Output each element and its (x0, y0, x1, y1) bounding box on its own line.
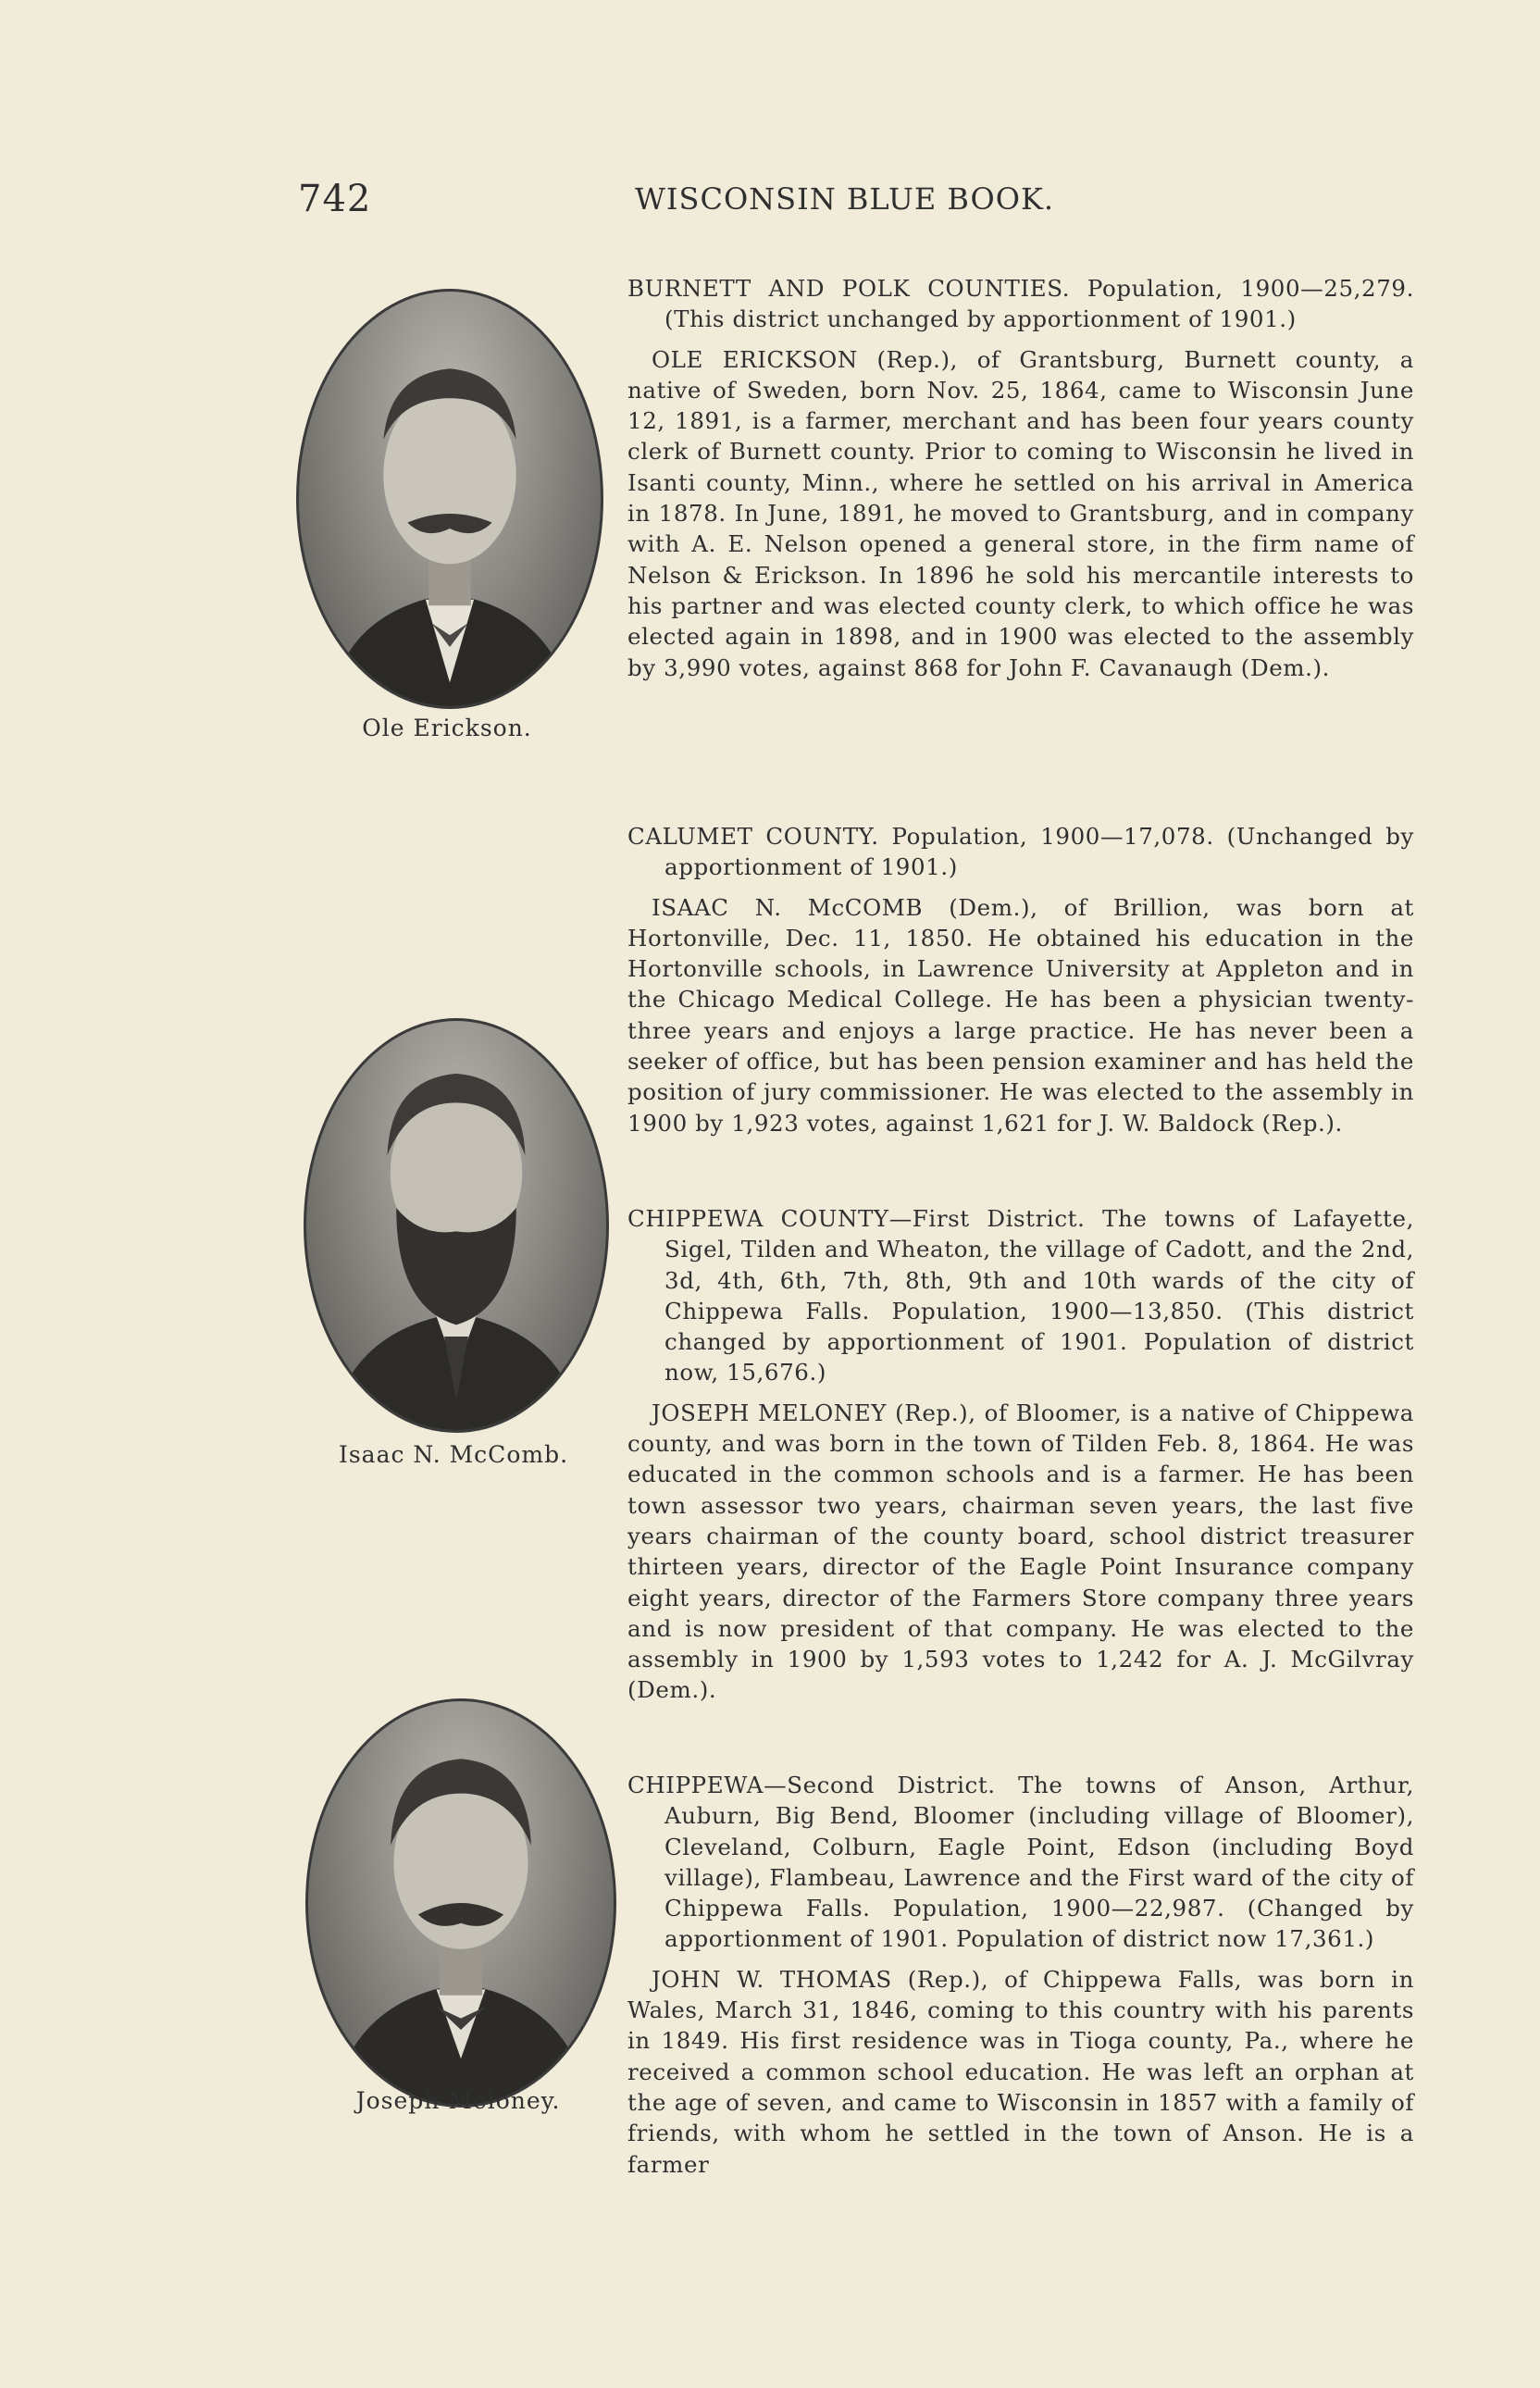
portrait-caption: Ole Erickson. (362, 715, 532, 741)
district-heading: CHIPPEWA—Second District. The towns of Anson, Arthur, Auburn, Big Bend, Bloomer (including village of Bloomer), Cleveland, Colburn, Eagle Point, Edson (including Boyd village), Flambeau, Lawrence and the First ward of the city of Chippewa Falls. Population, 1900—22,987. (Changed by apportionment of 1901. Population of district now 17,361.) (627, 1772, 1414, 1953)
portrait-isaac-mccomb (304, 1018, 609, 1433)
portrait-photo-icon (306, 1021, 606, 1430)
portrait-photo-icon (299, 292, 601, 706)
district-heading: BURNETT AND POLK COUNTIES. Population, 1900—25,279. (This district unchanged by apportionment of 1901.) (627, 275, 1414, 333)
entry-calumet (627, 821, 1414, 1138)
page-number: 742 (298, 178, 372, 220)
entry-chippewa-first (627, 1203, 1414, 1706)
district-heading: CHIPPEWA COUNTY—First District. The towns of Lafayette, Sigel, Tilden and Wheaton, the village of Cadott, and the 2nd, 3d, 4th, 6th, 7th, 8th, 9th and 10th wards of the city of Chippewa Falls. Population, 1900—13,850. (This district changed by apportionment of 1901. Population of district now, 15,676.) (627, 1205, 1414, 1387)
portrait-joseph-meloney (305, 1698, 616, 2108)
district-heading: CALUMET COUNTY. Population, 1900—17,078. (Unchanged by apportionment of 1901.) (627, 823, 1414, 881)
member-biography: OLE ERICKSON (Rep.), of Grantsburg, Burnett county, a native of Sweden, born Nov. 25, 1864, came to Wisconsin June 12, 1891, is a farmer, merchant and has been four years county clerk of Burnett county. Prior to coming to Wisconsin he lived in Isanti county, Minn., where he settled on his arrival in America in 1878. In June, 1891, he moved to Grantsburg, and in company with A. E. Nelson opened a general store, in the firm name of Nelson & Erickson. In 1896 he sold his mercantile interests to his partner and was elected county clerk, to which office he was elected again in 1898, and in 1900 was elected to the assembly by 3,990 votes, against 868 for John F. Cavanaugh (Dem.). (627, 345, 1414, 681)
entry-chippewa-second (627, 1770, 1414, 2180)
portrait-caption: Joseph Meloney. (355, 2087, 561, 2114)
portrait-photo-icon (308, 1701, 614, 2105)
running-head: WISCONSIN BLUE BOOK. (635, 181, 1055, 217)
member-biography: ISAAC N. McCOMB (Dem.), of Brillion, was born at Hortonville, Dec. 11, 1850. He obtained his education in the Hortonville schools, in Lawrence University at Appleton and in the Chicago Medical College. He has been a physician twenty-three years and enjoys a large practice. He has never been a seeker of office, but has been pension examiner and has held the position of jury commissioner. He was elected to the assembly in 1900 by 1,923 votes, against 1,621 for J. W. Baldock (Rep.). (627, 893, 1414, 1137)
member-biography: JOSEPH MELONEY (Rep.), of Bloomer, is a native of Chippewa county, and was born in the town of Tilden Feb. 8, 1864. He was educated in the common schools and is a farmer. He has been town assessor two years, chairman seven years, the last five years chairman of the county board, school district treasurer thirteen years, director of the Eagle Point Insurance company eight years, director of the Farmers Store company three years and is now president of that company. He was elected to the assembly in 1900 by 1,593 votes to 1,242 for A. J. McGilvray (Dem.). (627, 1399, 1414, 1704)
portrait-caption: Isaac N. McComb. (338, 1441, 569, 1468)
entry-burnett-polk (627, 273, 1414, 683)
portrait-ole-erickson (296, 289, 603, 709)
member-biography: JOHN W. THOMAS (Rep.), of Chippewa Falls, was born in Wales, March 31, 1846, coming to this country with his parents in 1849. His first residence was in Tioga county, Pa., where he received a common school education. He was left an orphan at the age of seven, and came to Wisconsin in 1857 with a family of friends, with whom he settled in the town of Anson. He is a farmer (627, 1965, 1414, 2178)
